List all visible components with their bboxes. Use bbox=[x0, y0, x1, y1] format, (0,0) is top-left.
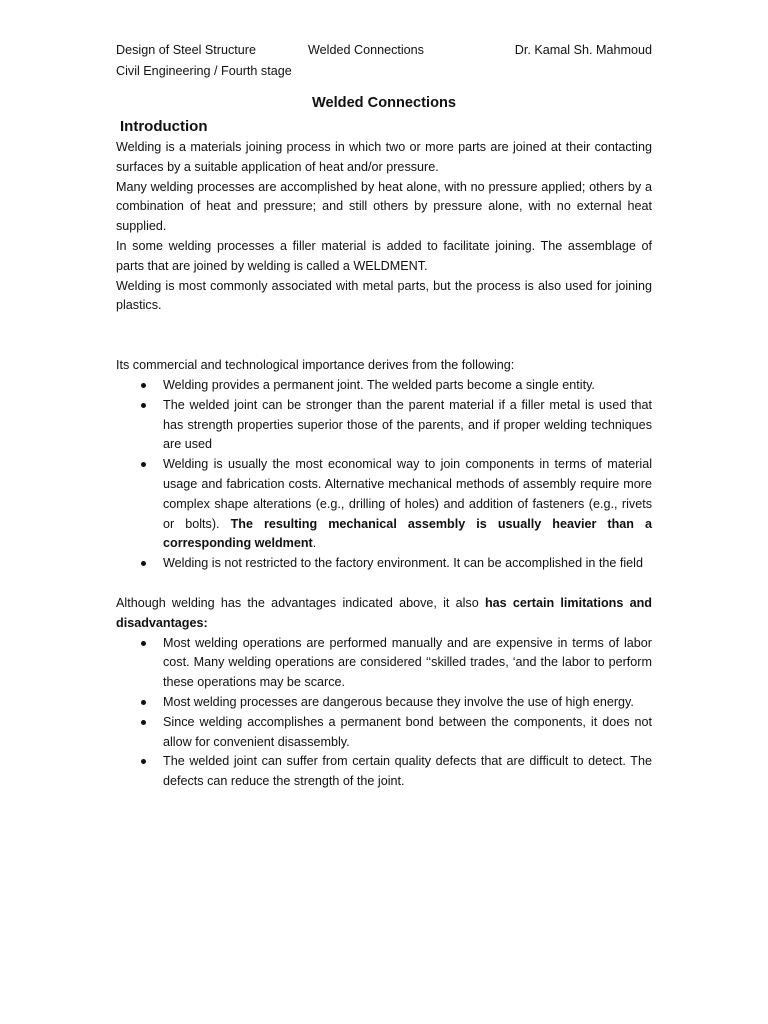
header-course: Design of Steel Structure bbox=[116, 43, 257, 57]
bullet-icon bbox=[141, 462, 146, 467]
header-department: Civil Engineering / Fourth stage bbox=[116, 64, 292, 78]
introduction-body bbox=[116, 138, 652, 316]
list-item-text: Most welding processes are dangerous because they involve the use of high energy. bbox=[163, 694, 634, 709]
list-item-text: Most welding operations are performed manually and are expensive in terms of labor cost. Many welding operations are considered ‘‘skilled trades, ‘and the labor to perform these operations may be scarce. bbox=[163, 635, 652, 690]
intro-paragraph-1: Welding is a materials joining process in which two or more parts are joined at their contacting surfaces by a suitable application of heat and/or pressure. bbox=[116, 140, 652, 174]
bullet-icon bbox=[141, 700, 146, 705]
list-item bbox=[116, 713, 652, 753]
list-item bbox=[116, 554, 652, 574]
bullet-icon bbox=[141, 561, 146, 566]
introduction-heading: Introduction bbox=[120, 118, 208, 135]
bullet-icon bbox=[141, 403, 146, 408]
list-item-text: Welding is usually the most economical way to join components in terms of material usage and fabrication costs. Alternative mechanical methods of assembly require more complex shape alterations (e.g., drilling of holes) and addition of fasteners (e.g., rivets or bolts). bbox=[163, 457, 652, 531]
list-item bbox=[116, 693, 652, 713]
limitations-lead bbox=[116, 594, 652, 634]
list-item bbox=[116, 634, 652, 693]
bullet-icon bbox=[141, 383, 146, 388]
bullet-icon bbox=[141, 641, 146, 646]
bullet-icon bbox=[141, 759, 146, 764]
bullet-icon bbox=[141, 720, 146, 725]
spacer bbox=[116, 574, 652, 594]
limitations-lead-text: Although welding has the advantages indicated above, it also bbox=[116, 595, 479, 610]
list-item-text: The welded joint can suffer from certain quality defects that are difficult to detect. The defects can reduce the strength of the joint. bbox=[163, 754, 652, 789]
list-item-punctuation: . bbox=[312, 536, 317, 551]
limitations-lead-emphasis: has certain limitations and disadvantages: bbox=[116, 595, 652, 630]
header-author: Dr. Kamal Sh. Mahmoud bbox=[514, 43, 652, 57]
intro-paragraph-2: Many welding processes are accomplished by heat alone, with no pressure applied; others by a combination of heat and pressure; and still others by pressure alone, with no external heat supplied. bbox=[116, 179, 652, 234]
list-item bbox=[116, 752, 652, 792]
list-item-text: Welding provides a permanent joint. The welded parts become a single entity. bbox=[163, 377, 595, 392]
document-title: Welded Connections bbox=[311, 95, 457, 111]
list-item bbox=[116, 396, 652, 455]
list-item-text: The welded joint can be stronger than the parent material if a filler metal is used that has strength properties superior those of the parents, and if proper welding techniques are used bbox=[163, 397, 652, 452]
importance-list bbox=[116, 376, 652, 574]
header-topic: Welded Connections bbox=[308, 43, 424, 57]
list-item-text: Since welding accomplishes a permanent bond between the components, it does not allow for convenient disassembly. bbox=[163, 714, 652, 749]
intro-paragraph-3: In some welding processes a filler material is added to facilitate joining. The assemblage of parts that are joined by welding is called a WELDMENT. bbox=[116, 238, 652, 273]
list-item-text: Welding is not restricted to the factory environment. It can be accomplished in the field bbox=[163, 556, 643, 571]
list-item bbox=[116, 376, 652, 396]
importance-lead: Its commercial and technological importance derives from the following: bbox=[116, 358, 515, 373]
limitations-list bbox=[116, 634, 652, 792]
list-item bbox=[116, 455, 652, 554]
page-header bbox=[116, 38, 652, 60]
list-item-emphasis: The resulting mechanical assembly is usually heavier than a corresponding weldment bbox=[163, 516, 653, 551]
document-page bbox=[116, 38, 652, 792]
spacer bbox=[116, 316, 652, 356]
intro-paragraph-4: Welding is most commonly associated with metal parts, but the process is also used for joining plastics. bbox=[116, 278, 652, 313]
